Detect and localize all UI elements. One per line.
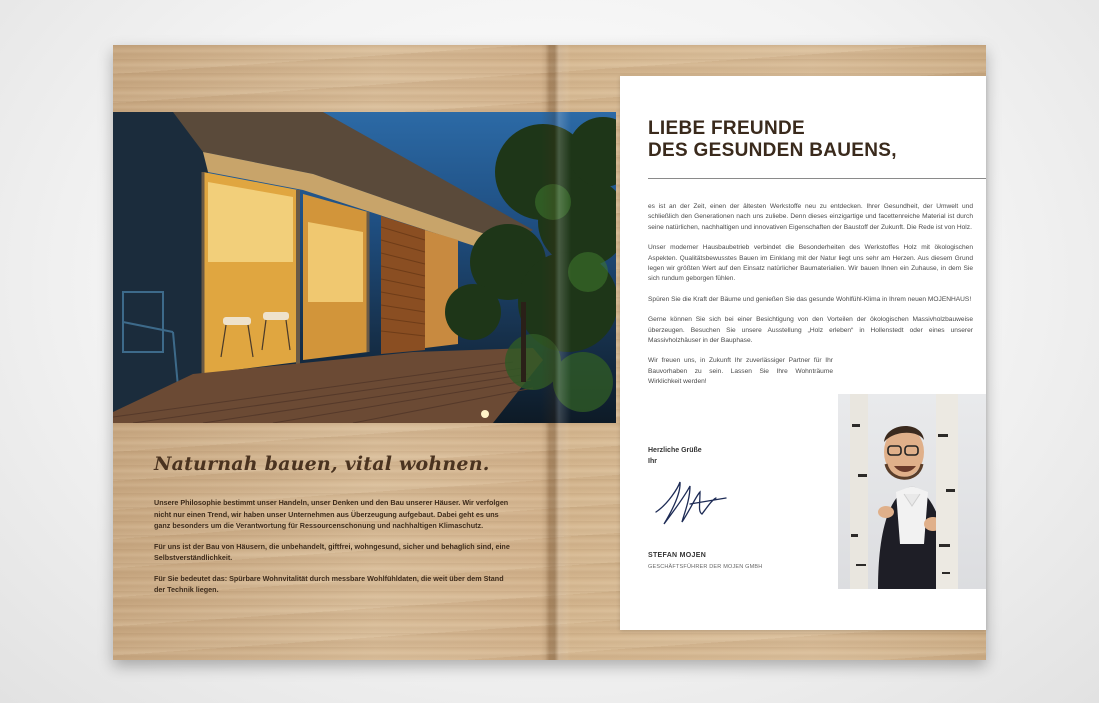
portrait-photo xyxy=(838,394,986,589)
greeting-line-1: Herzliche Grüße xyxy=(648,447,702,454)
greeting-line-2: Ihr xyxy=(648,458,657,465)
heading-line-1: LIEBE FREUNDE xyxy=(648,118,805,139)
handwritten-signature xyxy=(650,474,730,536)
tagline: Naturnah bauen, vital wohnen. xyxy=(154,453,490,475)
letter-paragraph: Gerne können Sie sich bei einer Besichtigung von den Vorteilen der ökologischen Massivholzbauweise überzeugen. Besuchen Sie unsere Ausstellung „Holz erleben“ in Hollenstedt oder eines unserer Massivholzhäuser in der Bauphase. xyxy=(648,316,973,345)
letter-body xyxy=(648,202,973,398)
letter-paragraph: es ist an der Zeit, einen der ältesten Werkstoffe neu zu entdecken. Ihrer Gesundheit, der Umwelt und schließlich den Generationen nach uns zuliebe. Denn dieses einzigartige und facettenreiche Material ist durch seine natürlichen, nachhaltigen und innovativen Eigenschaften der Baustoff der Zukunft. Die Rede ist von Holz. xyxy=(648,203,973,231)
signer-role: GESCHÄFTSFÜHRER DER MOJEN GMBH xyxy=(648,564,763,570)
book-spine xyxy=(541,45,571,660)
letter-paragraph: Spüren Sie die Kraft der Bäume und genießen Sie das gesunde Wohlfühl-Klima in Ihrem neuen MOJENHAUS! xyxy=(648,295,972,303)
letter-paragraph: Wir freuen uns, in Zukunft Ihr zuverlässiger Partner für Ihr Bauvorhaben zu sein. Lassen Sie Ihre Wohnträume Wirklichkeit werden! xyxy=(648,357,833,386)
left-paragraph: Für uns ist der Bau von Häusern, die unbehandelt, giftfrei, wohngesund, sicher und behaglich sind, eine Selbstverständlichkeit. xyxy=(154,541,510,562)
left-paragraph: Für Sie bedeutet das: Spürbare Wohnvitalität durch messbare Wohlfühldaten, die weit über dem Stand der Technik liegen. xyxy=(154,573,504,594)
greeting xyxy=(648,445,702,467)
brochure-spread xyxy=(113,45,986,660)
heading-line-2: DES GESUNDEN BAUENS, xyxy=(648,140,897,161)
left-paragraph: Unsere Philosophie bestimmt unser Handeln, unser Denken und den Bau unserer Häuser. Wir verfolgen nicht nur einen Trend, wir haben unser Unternehmen aus Überzeugung aufgebaut. Dabei geht es uns ganz besonders um die Verantwortung für Ressourcenschonung und nachhaltigen Klimaschutz. xyxy=(154,498,509,530)
heading-divider xyxy=(648,178,986,179)
letter-heading xyxy=(648,118,968,162)
letter-paragraph: Unser moderner Hausbaubetrieb verbindet die Besonderheiten des Werkstoffes Holz mit ökologischen Aspekten. Qualitätsbewusstes Bauen im Einklang mit der Natur liegt uns sehr am Herzen. Aus diesem Grund legen wir größten Wert auf den Einsatz natürlicher Baumaterialien. Wir bauen Ihnen ein Zuhause, in dem Sie sich rundum geborgen fühlen. xyxy=(648,244,973,283)
letter-page xyxy=(620,76,986,630)
left-body-text xyxy=(154,497,514,605)
signer-name: STEFAN MOJEN xyxy=(648,552,707,559)
